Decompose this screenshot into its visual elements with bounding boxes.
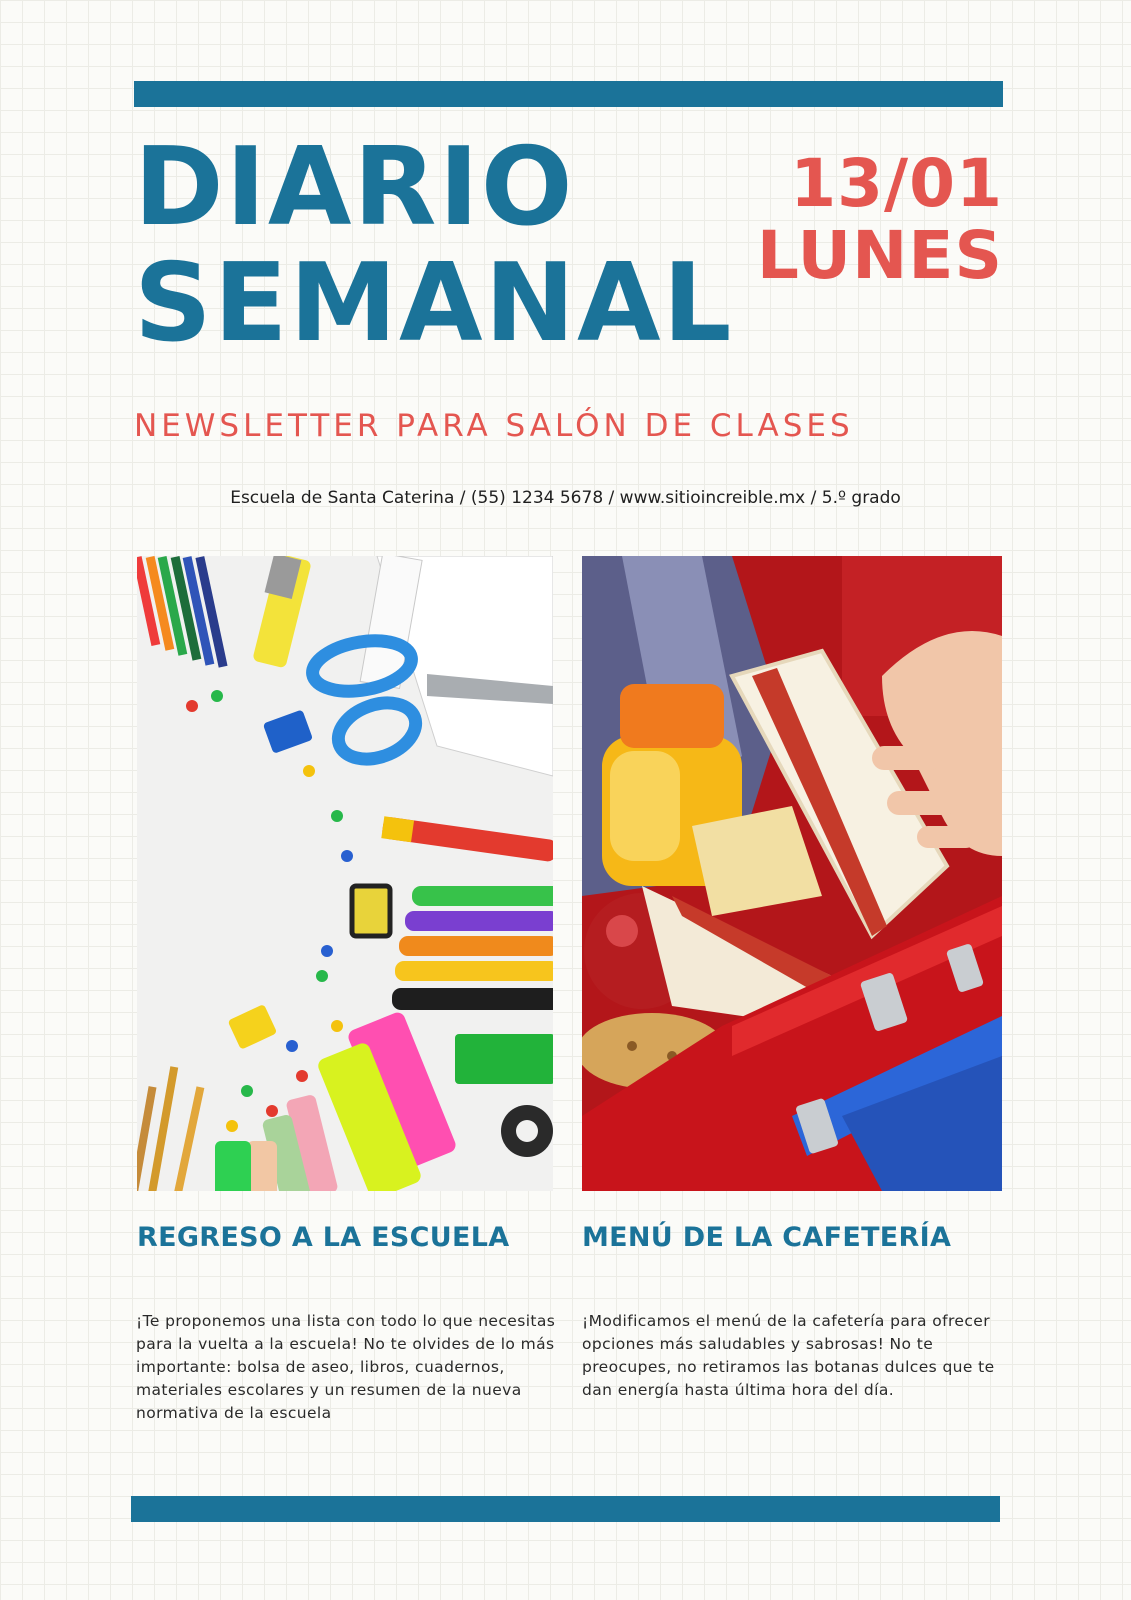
section-heading-back-to-school: REGRESO A LA ESCUELA <box>137 1222 510 1253</box>
title-line-1: DIARIO <box>134 125 575 250</box>
bottom-divider-bar <box>131 1496 1000 1522</box>
school-supplies-photo <box>137 556 553 1191</box>
date-block <box>756 145 1003 294</box>
school-contact-line: Escuela de Santa Caterina / (55) 1234 5678 / www.sitioincreible.mx / 5.º grado <box>230 488 901 508</box>
newsletter-subtitle: NEWSLETTER PARA SALÓN DE CLASES <box>134 408 854 444</box>
issue-weekday: LUNES <box>756 217 1003 294</box>
section-body-back-to-school: ¡Te proponemos una lista con todo lo que necesitas para la vuelta a la escuela! No te olvides de lo más importante: bolsa de aseo, libros, cuadernos, materiales escolares y un resumen de la nueva normativa de la escuela <box>136 1312 556 1422</box>
title-line-2: SEMANAL <box>134 241 734 366</box>
issue-date: 13/01 <box>790 145 1003 222</box>
section-body-cafeteria-menu: ¡Modificamos el menú de la cafetería para ofrecer opciones más saludables y sabrosas! No te preocupes, no retiramos las botanas dulces que te dan energía hasta última hora del día. <box>582 1312 995 1399</box>
newsletter-title <box>134 125 734 366</box>
lunchbox-photo <box>582 556 1002 1191</box>
top-divider-bar <box>134 81 1003 107</box>
section-heading-cafeteria-menu: MENÚ DE LA CAFETERÍA <box>582 1222 952 1253</box>
